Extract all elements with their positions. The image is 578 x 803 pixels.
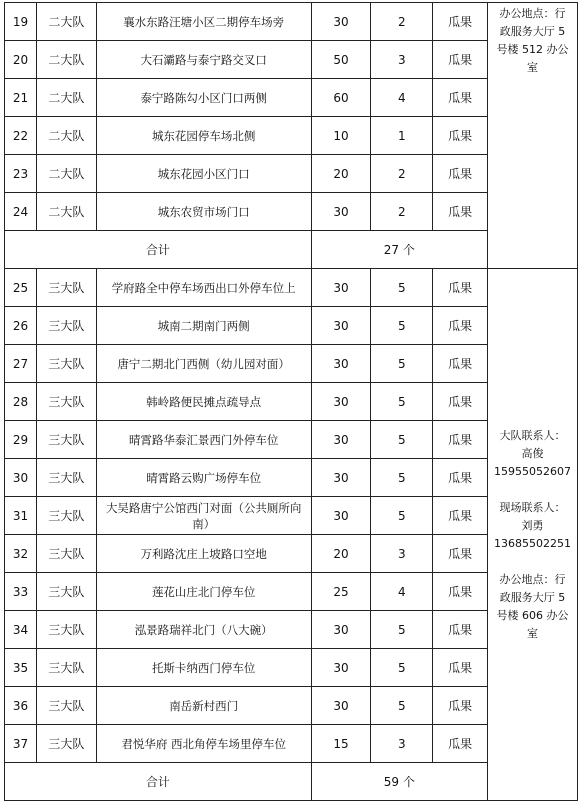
category-cell: 瓜果: [433, 459, 488, 497]
total-value: 59 个: [311, 763, 487, 801]
contact_lines-line: 大队联系人：: [499, 428, 566, 442]
location-cell: 万利路沈庄上坡路口空地: [96, 535, 311, 573]
spaces-cell: 50: [311, 41, 371, 79]
team-cell: 三大队: [36, 307, 96, 345]
row-number: 34: [5, 611, 37, 649]
category-cell: 瓜果: [433, 155, 488, 193]
team-cell: 二大队: [36, 79, 96, 117]
category-cell: 瓜果: [433, 725, 488, 763]
location-cell: 城东花园停车场北侧: [96, 117, 311, 155]
location-cell: 襄水东路汪塘小区二期停车场旁: [96, 3, 311, 41]
office_lines-line: 号楼 606 办公: [496, 608, 569, 622]
office_lines-line: 政服务大厅 5: [499, 25, 566, 38]
table-body: [5, 3, 578, 801]
category-cell: 瓜果: [433, 421, 488, 459]
office_lines-line: 号楼 512 办公: [496, 43, 569, 56]
row-number: 32: [5, 535, 37, 573]
team-cell: 三大队: [36, 649, 96, 687]
location-cell: 学府路全中停车场西出口外停车位上: [96, 269, 311, 307]
team-cell: 三大队: [36, 535, 96, 573]
team-cell: 三大队: [36, 725, 96, 763]
office_lines-line: 办公地点：行: [499, 7, 566, 20]
field_lines-line: 现场联系人：: [499, 500, 566, 514]
spaces-cell: 30: [311, 307, 371, 345]
location-cell: 大吴路唐宁公馆西门对面（公共厕所向南）: [96, 497, 311, 535]
stalls-cell: 5: [371, 307, 433, 345]
location-cell: 泰宁路陈勾小区门口两侧: [96, 79, 311, 117]
team-cell: 二大队: [36, 3, 96, 41]
stalls-cell: 5: [371, 687, 433, 725]
team-cell: 三大队: [36, 611, 96, 649]
location-cell: 韩岭路便民摊点疏导点: [96, 383, 311, 421]
team-cell: 三大队: [36, 687, 96, 725]
spaces-cell: 30: [311, 421, 371, 459]
row-number: 21: [5, 79, 37, 117]
location-cell: 南岳新村西门: [96, 687, 311, 725]
team-cell: 二大队: [36, 193, 96, 231]
row-number: 24: [5, 193, 37, 231]
row-number: 22: [5, 117, 37, 155]
row-number: 35: [5, 649, 37, 687]
spaces-cell: 30: [311, 383, 371, 421]
spaces-cell: 20: [311, 155, 371, 193]
category-cell: 瓜果: [433, 573, 488, 611]
row-number: 25: [5, 269, 37, 307]
spaces-cell: 20: [311, 535, 371, 573]
spaces-cell: 10: [311, 117, 371, 155]
stalls-cell: 4: [371, 79, 433, 117]
stalls-cell: 2: [371, 3, 433, 41]
category-cell: 瓜果: [433, 307, 488, 345]
category-cell: 瓜果: [433, 3, 488, 41]
spaces-cell: 30: [311, 649, 371, 687]
location-cell: 托斯卡纳西门停车位: [96, 649, 311, 687]
total-label: 合计: [5, 763, 312, 801]
spaces-cell: 60: [311, 79, 371, 117]
team-cell: 三大队: [36, 383, 96, 421]
stall-table: [4, 2, 578, 801]
spaces-cell: 30: [311, 459, 371, 497]
location-cell: 莲花山庄北门停车位: [96, 573, 311, 611]
office_lines-line: 办公地点：行: [499, 572, 566, 586]
field_lines-line: 13685502251: [494, 536, 571, 550]
stalls-cell: 3: [371, 535, 433, 573]
spaces-cell: 30: [311, 687, 371, 725]
stalls-cell: 2: [371, 155, 433, 193]
stalls-cell: 3: [371, 41, 433, 79]
team-cell: 三大队: [36, 573, 96, 611]
stalls-cell: 5: [371, 497, 433, 535]
row-number: 33: [5, 573, 37, 611]
table-row: [5, 3, 578, 41]
category-cell: 瓜果: [433, 611, 488, 649]
stalls-cell: 2: [371, 193, 433, 231]
office_lines-line: 室: [526, 626, 538, 640]
team-cell: 三大队: [36, 459, 96, 497]
spaces-cell: 25: [311, 573, 371, 611]
spaces-cell: 30: [311, 611, 371, 649]
team-cell: 二大队: [36, 117, 96, 155]
office-info-cell: [487, 269, 577, 801]
team-cell: 三大队: [36, 345, 96, 383]
category-cell: 瓜果: [433, 649, 488, 687]
stalls-cell: 5: [371, 459, 433, 497]
category-cell: 瓜果: [433, 497, 488, 535]
team-cell: 二大队: [36, 155, 96, 193]
row-number: 28: [5, 383, 37, 421]
row-number: 20: [5, 41, 37, 79]
office-info-cell: [487, 3, 577, 269]
spaces-cell: 30: [311, 193, 371, 231]
stalls-cell: 5: [371, 649, 433, 687]
row-number: 30: [5, 459, 37, 497]
location-cell: 大石灞路与泰宁路交叉口: [96, 41, 311, 79]
office_lines-line: 室: [526, 61, 538, 74]
location-cell: 城东农贸市场门口: [96, 193, 311, 231]
spaces-cell: 30: [311, 497, 371, 535]
total-value: 27 个: [311, 231, 487, 269]
category-cell: 瓜果: [433, 535, 488, 573]
category-cell: 瓜果: [433, 117, 488, 155]
spaces-cell: 30: [311, 3, 371, 41]
row-number: 23: [5, 155, 37, 193]
team-cell: 二大队: [36, 41, 96, 79]
spacer: [490, 481, 575, 499]
category-cell: 瓜果: [433, 687, 488, 725]
spaces-cell: 15: [311, 725, 371, 763]
category-cell: 瓜果: [433, 79, 488, 117]
stalls-cell: 5: [371, 611, 433, 649]
office_lines-line: 政服务大厅 5: [499, 590, 566, 604]
row-number: 29: [5, 421, 37, 459]
category-cell: 瓜果: [433, 269, 488, 307]
row-number: 27: [5, 345, 37, 383]
team-cell: 三大队: [36, 497, 96, 535]
spaces-cell: 30: [311, 269, 371, 307]
total-label: 合计: [5, 231, 312, 269]
stalls-cell: 4: [371, 573, 433, 611]
category-cell: 瓜果: [433, 345, 488, 383]
stalls-cell: 5: [371, 421, 433, 459]
contact_lines-line: 高俊: [521, 446, 544, 460]
stalls-cell: 5: [371, 269, 433, 307]
field_lines-line: 刘勇: [521, 518, 544, 532]
stalls-cell: 5: [371, 345, 433, 383]
location-cell: 城东花园小区门口: [96, 155, 311, 193]
location-cell: 城南二期南门两侧: [96, 307, 311, 345]
row-number: 37: [5, 725, 37, 763]
location-cell: 唐宁二期北门西侧（幼儿园对面）: [96, 345, 311, 383]
location-cell: 泓景路瑞祥北门（八大碗）: [96, 611, 311, 649]
contact_lines-line: 15955052607: [494, 464, 571, 478]
category-cell: 瓜果: [433, 41, 488, 79]
location-cell: 晴霄路华泰汇景西门外停车位: [96, 421, 311, 459]
category-cell: 瓜果: [433, 383, 488, 421]
row-number: 26: [5, 307, 37, 345]
spacer: [490, 553, 575, 571]
location-cell: 晴霄路云购广场停车位: [96, 459, 311, 497]
stalls-cell: 1: [371, 117, 433, 155]
category-cell: 瓜果: [433, 193, 488, 231]
row-number: 36: [5, 687, 37, 725]
row-number: 19: [5, 3, 37, 41]
location-cell: 君悦华府 西北角停车场里停车位: [96, 725, 311, 763]
stalls-cell: 3: [371, 725, 433, 763]
team-cell: 三大队: [36, 269, 96, 307]
team-cell: 三大队: [36, 421, 96, 459]
spaces-cell: 30: [311, 345, 371, 383]
row-number: 31: [5, 497, 37, 535]
stalls-cell: 5: [371, 383, 433, 421]
table-row: [5, 269, 578, 307]
